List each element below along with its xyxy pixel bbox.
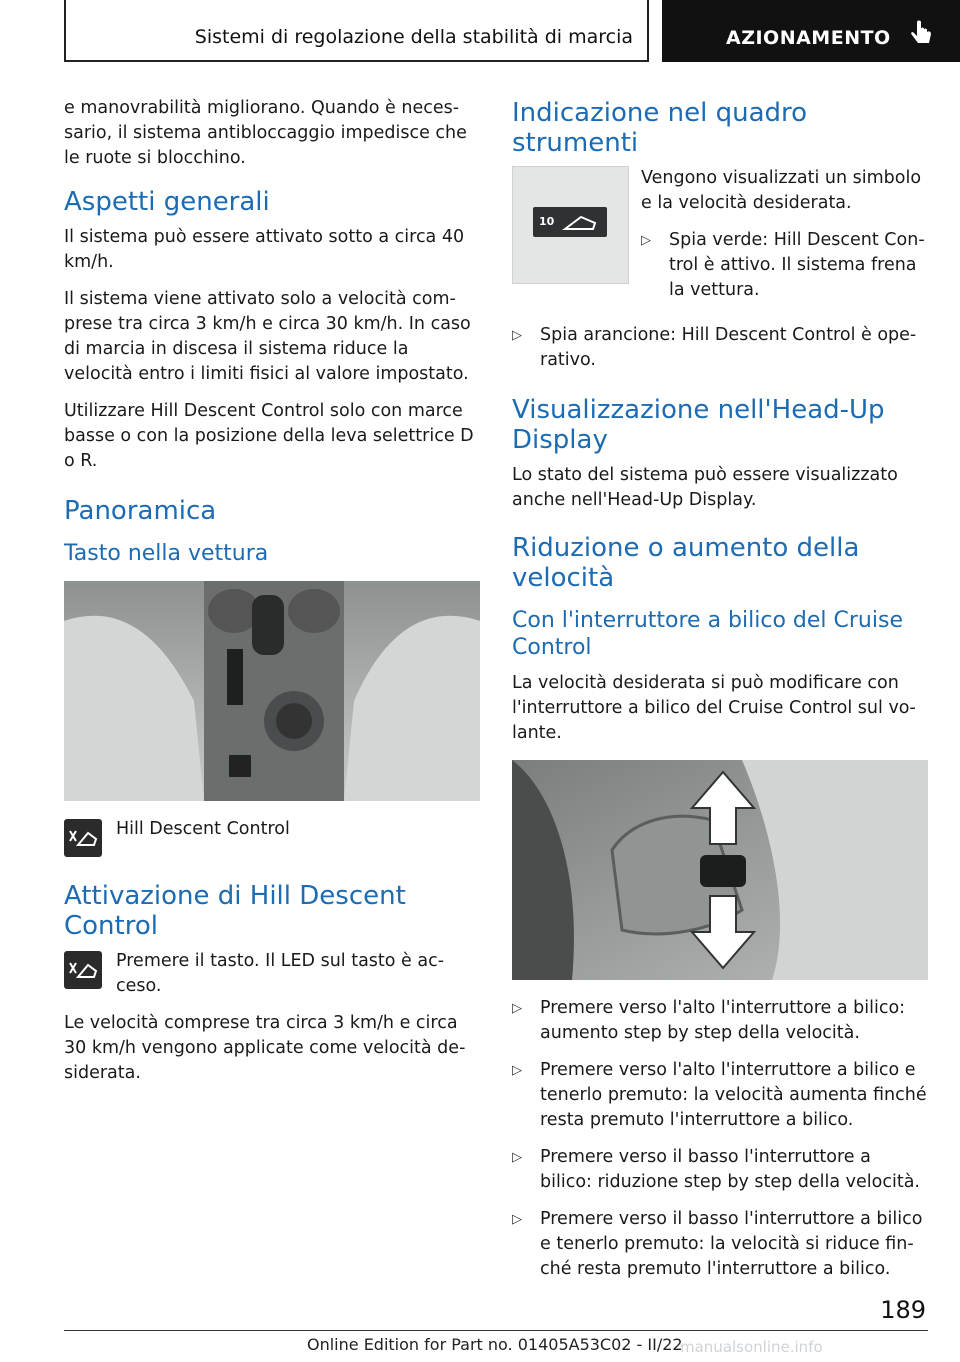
hill-descent-icon	[64, 951, 102, 989]
activation-heading: Attivazione di Hill Descent Control	[64, 881, 406, 941]
rocker-text: La velocità desiderata si può modificare con l'interruttore a bilico del Cruise Control sul volante.	[512, 673, 916, 743]
list-item: ▷ Premere verso l'alto l'interruttore a bilico e tenerlo premuto: la velocità aumenta finché resta premuto l'interruttore a bilico.	[512, 1058, 928, 1133]
hud-text: Lo stato del sistema può essere visualizzato anche nell'Head-Up Display.	[512, 465, 898, 510]
section-header	[64, 0, 649, 62]
hdc-icon-caption: Hill Descent Control	[116, 819, 290, 839]
rocker-heading: Con l'interruttore a bilico del Cruise Control	[512, 608, 903, 660]
cluster-display	[533, 207, 607, 237]
instrument-cluster-image	[512, 166, 629, 284]
hdc-icon-row	[64, 817, 482, 857]
general-heading: Aspetti generali	[64, 187, 270, 217]
speed-heading: Riduzione o aumento della velocità	[512, 533, 860, 593]
list-item: ▷ Spia verde: Hill Descent Control è attivo. Il sistema frena la vettura.	[641, 228, 928, 303]
steering-wheel-photo	[512, 760, 928, 980]
hud-heading: Visualizzazione nell'Head-Up Display	[512, 395, 885, 455]
right-column	[512, 98, 928, 1294]
page-number: 189	[880, 1296, 926, 1324]
cluster-text-block	[641, 166, 928, 315]
button-heading: Tasto nella vettura	[64, 541, 269, 566]
overview-heading: Panoramica	[64, 496, 217, 526]
list-item: ▷ Premere verso l'alto l'interruttore a bilico: aumento step by step della velocità.	[512, 996, 928, 1046]
cluster-text: Vengono visualizzati un simbolo e la velocità desiderata.	[641, 168, 922, 213]
footer-divider	[64, 1330, 928, 1331]
left-column	[64, 96, 482, 1098]
section-title: Sistemi di regolazione della stabilità di marcia	[194, 26, 633, 48]
activation-paragraph-2: Le velocità comprese tra circa 3 km/h e circa 30 km/h vengono applicate come velocità desiderata.	[64, 1013, 466, 1083]
center-console-photo	[64, 581, 480, 801]
chapter-header	[662, 0, 960, 62]
list-item: ▷ Spia arancione: Hill Descent Control è operativo.	[512, 323, 928, 373]
list-item: ▷ Premere verso il basso l'interruttore a bilico e tenerlo premuto: la velocità si riduce finché resta premuto l'interruttore a bilico.	[512, 1207, 928, 1282]
general-paragraph-1: Il sistema può essere attivato sotto a circa 40 km/h.	[64, 227, 465, 272]
general-paragraph-3: Utilizzare Hill Descent Control solo con marce basse o con la posizione della leva selettrice D o R.	[64, 401, 474, 471]
intro-paragraph: e manovrabilità migliorano. Quando è necessario, il sistema antibloccaggio impedisce che le ruote si blocchino.	[64, 98, 467, 168]
cluster-heading: Indicazione nel quadro strumenti	[512, 98, 808, 158]
general-paragraph-2: Il sistema viene attivato solo a velocità comprese tra circa 3 km/h e circa 30 km/h. In caso di marcia in discesa il sistema riduce la velocità entro i limiti fisici al valore impostato.	[64, 289, 471, 384]
chapter-title: AZIONAMENTO	[726, 27, 891, 49]
cluster-row	[512, 166, 928, 315]
cluster-bullets-first	[641, 228, 928, 303]
activation-icon-row	[64, 949, 482, 999]
hill-descent-icon	[64, 819, 102, 857]
watermark: manualsonline.info	[680, 1338, 823, 1356]
cluster-bullets-second	[512, 323, 928, 373]
cluster-display-value: 10	[539, 215, 555, 228]
edition-text: Online Edition for Part no. 01405A53C02 - II/22	[307, 1335, 683, 1354]
list-item: ▷ Premere verso il basso l'interruttore a bilico: riduzione step by step della velocità.	[512, 1145, 928, 1195]
activation-paragraph-1: Premere il tasto. Il LED sul tasto è acceso.	[116, 951, 445, 996]
rocker-bullets	[512, 996, 928, 1282]
hand-pointer-icon	[909, 20, 935, 48]
